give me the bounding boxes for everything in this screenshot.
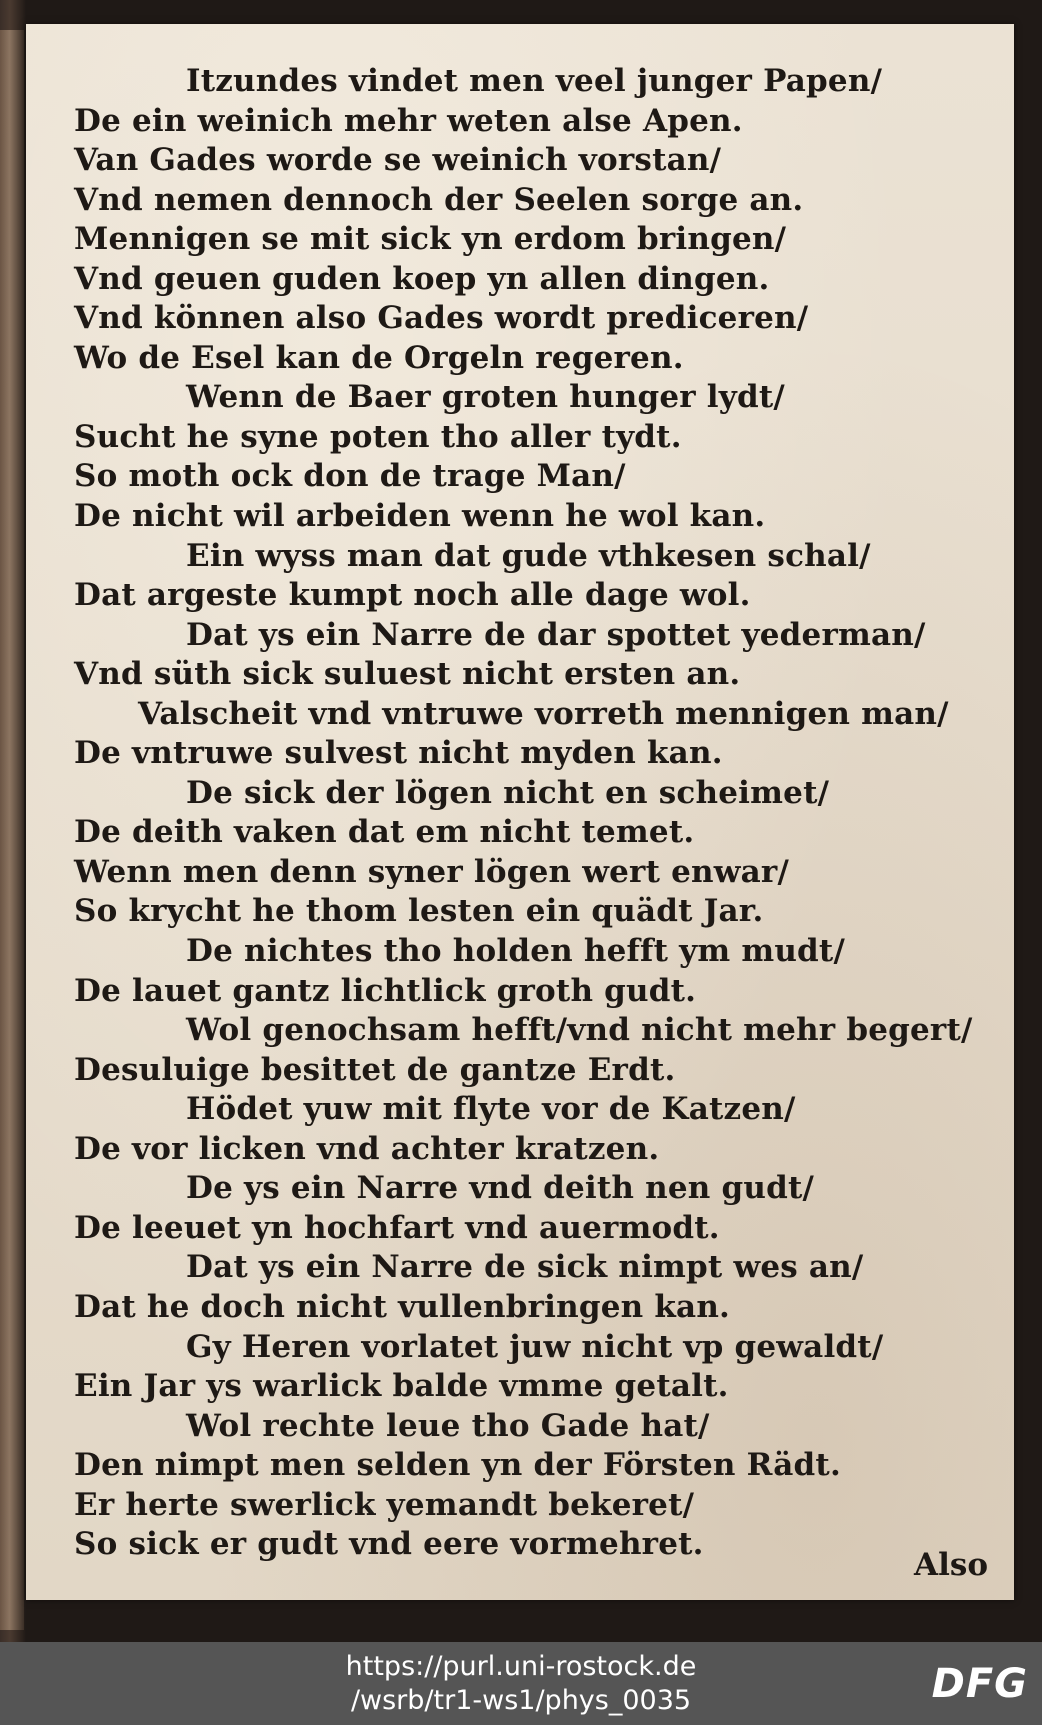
verse-line: Wo de Esel kan de Orgeln regeren.: [74, 339, 684, 376]
verse-line: De nicht wil arbeiden wenn he wol kan.: [74, 498, 766, 535]
verse-line: Ein wyss man dat gude vthkesen schal/: [186, 537, 871, 574]
permalink-line-2[interactable]: /wsrb/tr1-ws1/phys_0035: [350, 1685, 692, 1716]
verse-line: Wol genochsam hefft/vnd nicht mehr begert/: [186, 1012, 973, 1049]
verse-line: Dat he doch nicht vullenbringen kan.: [74, 1288, 731, 1325]
verse-line: Vnd nemen dennoch der Seelen sorge an.: [74, 181, 804, 218]
book-page: [26, 24, 1014, 1600]
verse-line: Hödet yuw mit flyte vor de Katzen/: [186, 1091, 796, 1128]
verse-line: De lauet gantz lichtlick groth gudt.: [74, 972, 697, 1009]
verse-line: De nichtes tho holden hefft ym mudt/: [186, 933, 845, 970]
verse-line: De vor licken vnd achter kratzen.: [74, 1130, 660, 1167]
catchword: Also: [914, 1547, 988, 1583]
verse-line: Wol rechte leue tho Gade hat/: [186, 1407, 710, 1444]
verse-line: Vnd süth sick suluest nicht ersten an.: [74, 656, 741, 693]
book-spine-edge: [0, 30, 24, 1630]
verse-line: Van Gades worde se weinich vorstan/: [74, 142, 722, 179]
viewer-footer: [0, 1642, 1042, 1725]
verse-line: Dat ys ein Narre de dar spottet yederman/: [186, 616, 926, 653]
verse-line: De sick der lögen nicht en scheimet/: [186, 774, 830, 811]
verse-line: Wenn de Baer groten hunger lydt/: [186, 379, 785, 416]
permalink[interactable]: [0, 1650, 1042, 1718]
permalink-line-1[interactable]: https://purl.uni-rostock.de: [345, 1651, 697, 1682]
verse-line: Den nimpt men selden yn der Försten Rädt.: [74, 1447, 841, 1484]
verse-line: Sucht he syne poten tho aller tydt.: [74, 418, 682, 455]
verse-line: Wenn men denn syner lögen wert enwar/: [74, 853, 789, 890]
verse-line: De deith vaken dat em nicht temet.: [74, 814, 695, 851]
verse-line: Mennigen se mit sick yn erdom bringen/: [74, 221, 787, 258]
verse-line: Gy Heren vorlatet juw nicht vp gewaldt/: [186, 1328, 884, 1365]
verse-line: De ein weinich mehr weten alse Apen.: [74, 102, 743, 139]
verse-line: Dat ys ein Narre de sick nimpt wes an/: [186, 1249, 864, 1286]
verse-line: De vntruwe sulvest nicht myden kan.: [74, 735, 723, 772]
verse-line: Desuluige besittet de gantze Erdt.: [74, 1051, 676, 1088]
verse-line: Ein Jar ys warlick balde vmme getalt.: [74, 1368, 729, 1405]
verse-line: So sick er gudt vnd eere vormehret.: [74, 1526, 704, 1563]
verse-line: De ys ein Narre vnd deith nen gudt/: [186, 1170, 815, 1207]
verse-line: Dat argeste kumpt noch alle dage wol.: [74, 577, 751, 614]
dfg-logo: DFG: [931, 1661, 1028, 1707]
verse-line: Valscheit vnd vntruwe vorreth mennigen man/: [138, 695, 949, 732]
verse-line: So moth ock don de trage Man/: [74, 458, 626, 495]
verse-line: So krycht he thom lesten ein quädt Jar.: [74, 893, 764, 930]
verse-line: Vnd geuen guden koep yn allen dingen.: [74, 260, 770, 297]
verse-text-block: [74, 62, 1004, 1565]
verse-line: De leeuet yn hochfart vnd auermodt.: [74, 1209, 720, 1246]
verse-line: Itzundes vindet men veel junger Papen/: [186, 63, 883, 99]
verse-line: Vnd können also Gades wordt prediceren/: [74, 300, 809, 337]
verse-line: Er herte swerlick yemandt bekeret/: [74, 1486, 695, 1523]
